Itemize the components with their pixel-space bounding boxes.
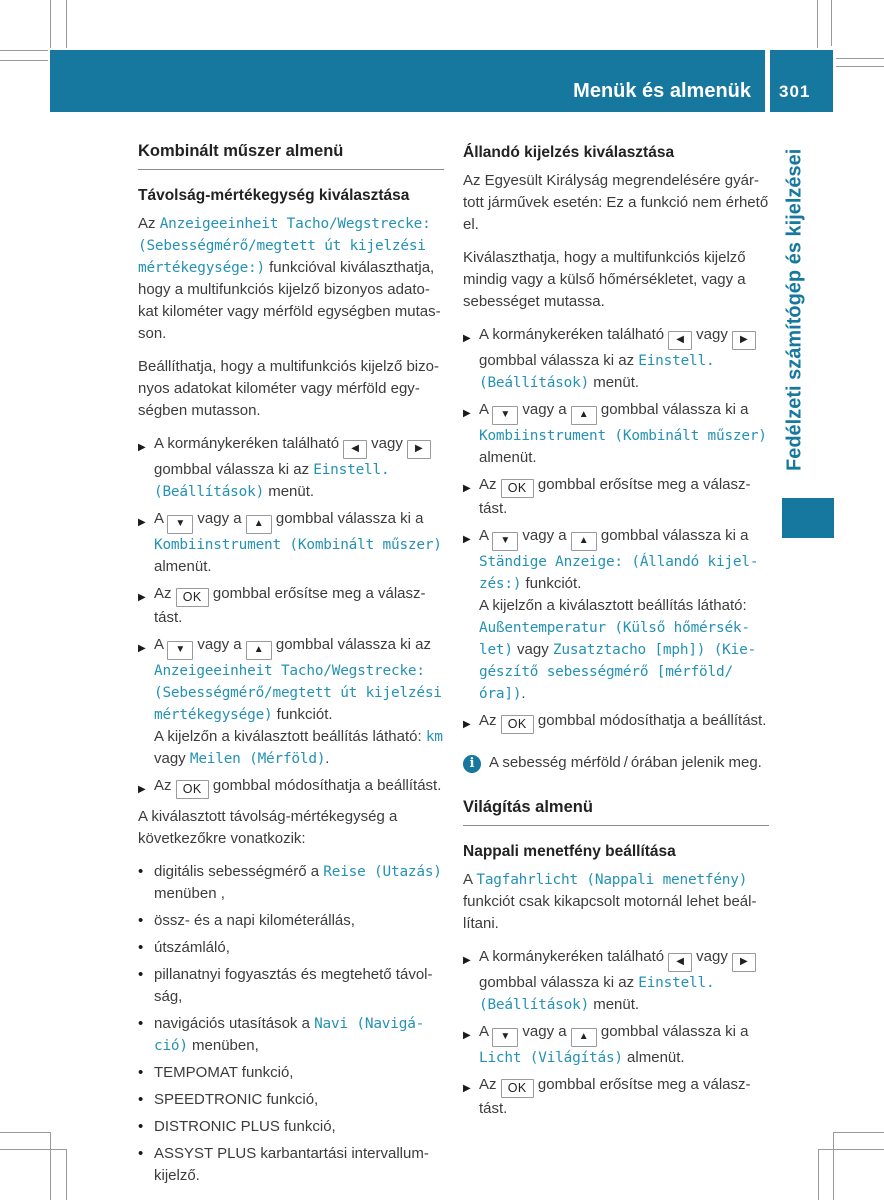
- arrow-list-item: [463, 324, 769, 394]
- bullet-list-item: [138, 910, 444, 932]
- key-down-button: ▼: [167, 641, 193, 660]
- crop-mark: [818, 1149, 819, 1200]
- text-run: gombbal válassza ki az: [479, 352, 639, 369]
- arrow-bullet-icon: ▶: [138, 592, 146, 603]
- text-run: Távolság-mértékegység kiválasztása: [138, 187, 410, 204]
- text-run: menüt.: [589, 374, 640, 391]
- text-run: gombbal válassza ki az: [154, 461, 314, 478]
- page-number-box: [770, 50, 833, 112]
- text-run: útszámláló,: [154, 939, 230, 956]
- text-run: Az: [154, 585, 176, 602]
- dot-bullet-icon: •: [138, 1145, 144, 1162]
- paragraph: [463, 170, 769, 236]
- crop-mark: [0, 60, 48, 61]
- key-down-button: ▼: [492, 406, 518, 425]
- inline-code: Einstell. (Beállítások): [479, 975, 715, 1013]
- paragraph: [463, 869, 769, 935]
- inline-code: Navi (Navigáció): [154, 1016, 425, 1054]
- key-ok-button: OK: [501, 479, 534, 498]
- text-run: A kormánykeréken található: [479, 948, 669, 965]
- list-item-body: [154, 1089, 444, 1111]
- inline-code: Einstell. (Beállítások): [479, 353, 715, 391]
- crop-mark: [0, 50, 48, 51]
- text-run: vagy a: [518, 527, 571, 544]
- list-item-body: [154, 937, 444, 959]
- crop-mark: [833, 1132, 834, 1200]
- inline-code: Meilen (Mérföld): [189, 751, 326, 767]
- section-rule: [463, 825, 769, 826]
- arrow-bullet-icon: ▶: [463, 483, 471, 494]
- list-item-body: [154, 1143, 444, 1187]
- arrow-bullet-icon: ▶: [138, 517, 146, 528]
- arrow-list-item: [138, 508, 444, 578]
- text-run: vagy: [366, 435, 408, 452]
- paragraph: [463, 247, 769, 313]
- key-right-button: ▶: [407, 440, 431, 459]
- dot-bullet-icon: •: [138, 1091, 144, 1108]
- arrow-list-item: [463, 525, 769, 705]
- text-run: gombbal válassza ki az: [479, 974, 639, 991]
- arrow-bullet-icon: ▶: [463, 333, 471, 344]
- key-right-button: ▶: [732, 953, 756, 972]
- continuation-line: [154, 726, 444, 770]
- inline-code: Ständige Anzeige: (Állandó kijelzés:): [479, 554, 759, 592]
- list-item-body: [479, 1074, 769, 1120]
- text-run: gombbal válassza ki a: [596, 1023, 749, 1040]
- crop-mark: [50, 1132, 51, 1200]
- sidebar-chapter-label: Fedélzeti számítógép és kijelzései: [783, 148, 806, 472]
- key-right-button: ▶: [732, 331, 756, 350]
- list-item-body: [154, 910, 444, 932]
- text-run: TEMPOMAT funkció,: [154, 1064, 294, 1081]
- arrow-list-item: [138, 775, 444, 801]
- list-item-body: [154, 1116, 444, 1138]
- arrow-bullet-icon: ▶: [463, 1083, 471, 1094]
- dot-bullet-icon: •: [138, 863, 144, 880]
- text-run: menüt.: [264, 483, 315, 500]
- list-item-body: [154, 775, 444, 801]
- text-run: menüt.: [589, 996, 640, 1013]
- key-up-button: ▲: [246, 515, 272, 534]
- text-run: vagy: [512, 641, 553, 658]
- text-run: gombbal válassza ki a: [596, 401, 749, 418]
- text-run: digitális sebességmérő a: [154, 863, 324, 880]
- inline-code: km: [425, 729, 443, 745]
- text-run: gombbal módosíthatja a beállítást.: [533, 712, 767, 729]
- arrow-list-item: [463, 946, 769, 1016]
- text-run: gombbal erősítse meg a választást.: [479, 476, 751, 517]
- inline-code: Anzeigeeinheit Tacho/Wegstrecke: (Sebességmérő/megtett út kijelzési mértékegysége): [154, 663, 442, 723]
- arrow-bullet-icon: ▶: [463, 1030, 471, 1041]
- key-down-button: ▼: [167, 515, 193, 534]
- key-up-button: ▲: [571, 532, 597, 551]
- arrow-list-item: [463, 399, 769, 469]
- inline-code: Tagfahrlicht (Nappali menetfény): [476, 872, 748, 888]
- inline-code: Einstell. (Beállítások): [154, 462, 390, 500]
- list-item-body: [479, 946, 769, 1016]
- list-item-body: [154, 583, 444, 629]
- arrow-list-item: [463, 474, 769, 520]
- header-title: Menük és almenük: [573, 80, 751, 102]
- text-run: vagy a: [193, 510, 246, 527]
- text-run: Az Egyesült Királyság megrendelésére gyártott járművek esetén: Ez a funkció nem érhető el.: [463, 172, 769, 233]
- dot-bullet-icon: •: [138, 1064, 144, 1081]
- list-item-body: [479, 324, 769, 394]
- inline-code: Zusatztacho [mph]) (Kiegészítő sebességmérő [mérföld/óra]): [479, 642, 757, 702]
- list-item-body: [154, 964, 444, 1008]
- sidebar-chapter-tab: [782, 498, 834, 538]
- crop-mark: [66, 1149, 67, 1200]
- list-item-body: [479, 525, 769, 705]
- key-up-button: ▲: [246, 641, 272, 660]
- arrow-bullet-icon: ▶: [138, 643, 146, 654]
- text-run: A kijelzőn a kiválasztott beállítás látható:: [154, 728, 426, 745]
- arrow-bullet-icon: ▶: [138, 442, 146, 453]
- key-left-button: ◀: [343, 440, 367, 459]
- text-run: Az: [479, 1076, 501, 1093]
- dot-bullet-icon: •: [138, 1118, 144, 1135]
- text-run: vagy: [691, 948, 733, 965]
- text-run: vagy a: [518, 1023, 571, 1040]
- crop-mark: [50, 0, 51, 48]
- dot-bullet-icon: •: [138, 912, 144, 929]
- inline-code: Reise (Utazás): [323, 864, 442, 880]
- list-item-body: [154, 634, 444, 770]
- list-item-body: [154, 861, 444, 905]
- arrow-bullet-icon: ▶: [463, 955, 471, 966]
- text-run: SPEEDTRONIC funkció,: [154, 1091, 319, 1108]
- header-band: [50, 50, 765, 112]
- bullet-list-item: [138, 964, 444, 1008]
- crop-mark: [818, 1149, 884, 1150]
- inline-code: Kombiinstrument (Kombinált műszer): [479, 428, 767, 444]
- list-item-body: [154, 1013, 444, 1057]
- arrow-list-item: [138, 583, 444, 629]
- crop-mark: [0, 1149, 66, 1150]
- arrow-bullet-icon: ▶: [463, 408, 471, 419]
- text-run: DISTRONIC PLUS funkció,: [154, 1118, 336, 1135]
- inline-code: Kombiinstrument (Kombinált műszer): [154, 537, 442, 553]
- text-run: Kiválaszthatja, hogy a multifunkciós kijelző mindig vagy a külső hőmérsékletet, vagy a sebességet mutassa.: [463, 249, 746, 310]
- info-icon: [463, 752, 489, 774]
- bullet-list-item: [138, 861, 444, 905]
- text-run: almenüt.: [154, 558, 212, 575]
- text-run: menüben ,: [154, 885, 225, 902]
- section-heading: [138, 140, 444, 162]
- sub-heading: [463, 142, 769, 163]
- text-run: Az: [479, 476, 501, 493]
- arrow-bullet-icon: ▶: [463, 719, 471, 730]
- arrow-list-item: [463, 1021, 769, 1069]
- bullet-list-item: [138, 1062, 444, 1084]
- crop-mark: [817, 0, 818, 48]
- inline-code: Außentemperatur (Külső hőmérséklet): [479, 620, 751, 658]
- continuation-line: [479, 595, 769, 705]
- text-run: gombbal erősítse meg a választást.: [479, 1076, 751, 1117]
- text-run: Állandó kijelzés kiválasztása: [463, 144, 675, 161]
- key-up-button: ▲: [571, 406, 597, 425]
- key-ok-button: OK: [501, 1079, 534, 1098]
- text-run: A kijelzőn a kiválasztott beállítás látható:: [479, 597, 747, 614]
- list-item-body: [154, 433, 444, 503]
- text-run: funkciót.: [521, 575, 582, 592]
- text-run: A kormánykeréken található: [479, 326, 669, 343]
- paragraph: [138, 213, 444, 345]
- text-run: Beállíthatja, hogy a multifunkciós kijelző bizonyos adatokat kilométer vagy mérföld egységben mutasson.: [138, 358, 439, 419]
- text-run: vagy: [154, 750, 190, 767]
- bullet-list-item: [138, 1116, 444, 1138]
- text-run: A: [479, 401, 493, 418]
- text-run: A kiválasztott távolság-mértékegység a következőkre vonatkozik:: [138, 808, 398, 847]
- text-run: gombbal válassza ki a: [271, 510, 424, 527]
- text-run: funkciót csak kikapcsolt motornál lehet beállítani.: [463, 893, 757, 932]
- text-run: Világítás almenü: [463, 798, 593, 816]
- list-item-body: [154, 1062, 444, 1084]
- right-column: [463, 140, 769, 1192]
- crop-mark: [833, 1132, 884, 1133]
- text-run: Kombinált műszer almenü: [138, 142, 344, 160]
- dot-bullet-icon: •: [138, 939, 144, 956]
- text-run: funkcióval kiválaszthatja, hogy a multifunkciós kijelző bizonyos adatokat kilométer vagy mérföld egységben mutasson.: [138, 259, 441, 342]
- text-run: gombbal erősítse meg a választást.: [154, 585, 426, 626]
- text-run: ASSYST PLUS karbantartási intervallumkijelző.: [154, 1145, 429, 1184]
- arrow-bullet-icon: ▶: [138, 784, 146, 795]
- key-left-button: ◀: [668, 953, 692, 972]
- list-item-body: [479, 399, 769, 469]
- paragraph: [138, 806, 444, 850]
- list-item-body: [154, 508, 444, 578]
- text-run: gombbal módosíthatja a beállítást.: [208, 777, 442, 794]
- text-run: almenüt.: [622, 1049, 685, 1066]
- key-down-button: ▼: [492, 532, 518, 551]
- text-run: A: [479, 527, 493, 544]
- left-column: [138, 140, 444, 1192]
- sub-heading: [138, 185, 444, 206]
- arrow-list-item: [463, 1074, 769, 1120]
- key-ok-button: OK: [501, 715, 534, 734]
- text-run: menüben,: [187, 1037, 259, 1054]
- crop-mark: [836, 58, 884, 59]
- key-up-button: ▲: [571, 1028, 597, 1047]
- key-down-button: ▼: [492, 1028, 518, 1047]
- dot-bullet-icon: •: [138, 966, 144, 983]
- arrow-list-item: [463, 710, 769, 736]
- list-item-body: [479, 1021, 769, 1069]
- section-rule: [138, 169, 444, 170]
- text-run: A sebesség mérföld / órában jelenik meg.: [489, 754, 762, 771]
- key-ok-button: OK: [176, 588, 209, 607]
- content-columns: [138, 140, 769, 1192]
- arrow-list-item: [138, 433, 444, 503]
- inline-code: Licht (Világítás): [479, 1050, 623, 1066]
- text-run: Az: [154, 777, 176, 794]
- text-run: gombbal válassza ki a: [596, 527, 749, 544]
- crop-mark: [66, 0, 67, 48]
- text-run: A: [154, 636, 168, 653]
- text-run: navigációs utasítások a: [154, 1015, 315, 1032]
- text-run: Nappali menetfény beállítása: [463, 843, 676, 860]
- text-run: almenüt.: [479, 449, 537, 466]
- info-note-text: [489, 752, 762, 774]
- bullet-list-item: [138, 937, 444, 959]
- section-heading: [463, 796, 769, 818]
- info-icon-glyph: i: [463, 755, 481, 773]
- text-run: vagy a: [518, 401, 571, 418]
- arrow-bullet-icon: ▶: [463, 534, 471, 545]
- arrow-list-item: [138, 634, 444, 770]
- bullet-list-item: [138, 1013, 444, 1057]
- key-left-button: ◀: [668, 331, 692, 350]
- crop-mark: [831, 0, 832, 46]
- bullet-list-item: [138, 1089, 444, 1111]
- text-run: Az: [138, 215, 160, 232]
- text-run: .: [521, 685, 526, 702]
- text-run: vagy a: [193, 636, 246, 653]
- inline-code: Anzeigeeinheit Tacho/Wegstrecke: (Sebességmérő/megtett út kijelzési mértékegysége:): [138, 216, 431, 276]
- text-run: A kormánykeréken található: [154, 435, 344, 452]
- text-run: .: [325, 750, 330, 767]
- text-run: pillanatnyi fogyasztás és megtehető távolság,: [154, 966, 433, 1005]
- text-run: Az: [479, 712, 501, 729]
- sub-heading: [463, 841, 769, 862]
- text-run: A: [479, 1023, 493, 1040]
- page-number: 301: [779, 82, 811, 101]
- list-item-body: [479, 710, 769, 736]
- list-item-body: [479, 474, 769, 520]
- paragraph: [138, 356, 444, 422]
- text-run: A: [463, 871, 477, 888]
- text-run: A: [154, 510, 168, 527]
- text-run: funkciót.: [272, 706, 333, 723]
- dot-bullet-icon: •: [138, 1015, 144, 1032]
- key-ok-button: OK: [176, 780, 209, 799]
- crop-mark: [836, 66, 884, 67]
- crop-mark: [0, 1132, 50, 1133]
- text-run: gombbal válassza ki az: [271, 636, 431, 653]
- text-run: vagy: [691, 326, 733, 343]
- text-run: össz- és a napi kilométerállás,: [154, 912, 355, 929]
- info-note: [463, 752, 769, 774]
- bullet-list-item: [138, 1143, 444, 1187]
